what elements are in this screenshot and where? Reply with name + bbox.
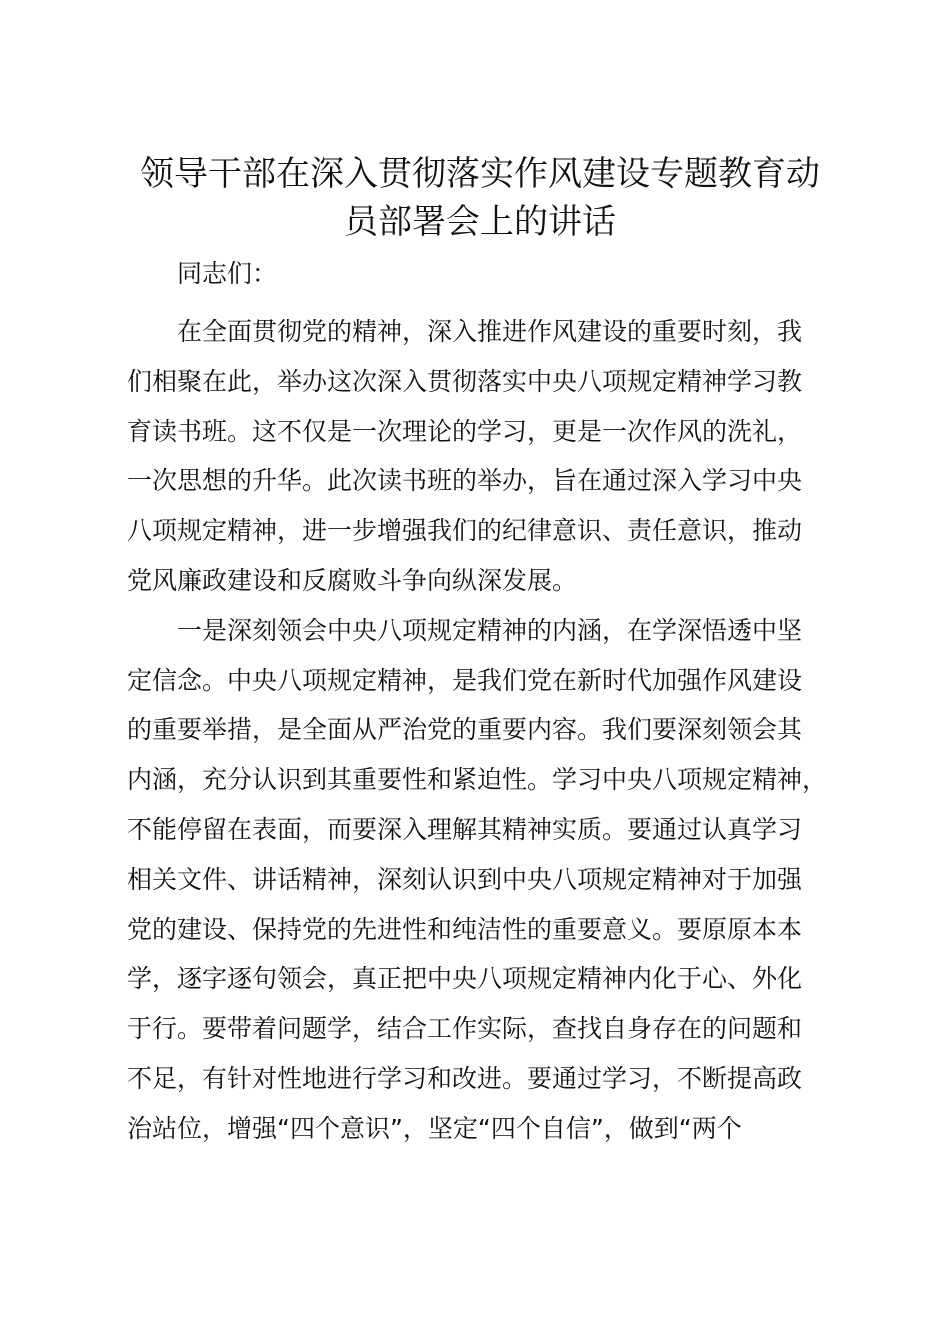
document-page bbox=[127, 150, 833, 1154]
paragraph-line: 不能停留在表面，而要深入理解其精神实质。要通过认真学习 bbox=[127, 814, 803, 844]
paragraph-line: 育读书班。这不仅是一次理论的学习，更是一次作风的洗礼， bbox=[127, 416, 803, 446]
paragraph-line: 内涵，充分认识到其重要性和紧迫性。学习中央八项规定精神， bbox=[127, 765, 828, 795]
paragraph-line: 治站位，增强“四个意识”，坚定“四个自信”，做到“两个 bbox=[127, 1113, 742, 1143]
paragraph-line: 党风廉政建设和反腐败斗争向纵深发展。 bbox=[127, 565, 578, 595]
paragraph-line: 不足，有针对性地进行学习和改进。要通过学习，不断提高政 bbox=[127, 1063, 803, 1093]
paragraph-line: 八项规定精神，进一步增强我们的纪律意识、责任意识，推动 bbox=[127, 516, 803, 546]
paragraph-line: 学，逐字逐句领会，真正把中央八项规定精神内化于心、外化 bbox=[127, 964, 803, 994]
paragraph-line: 们相聚在此，举办这次深入贯彻落实中央八项规定精神学习教 bbox=[127, 366, 803, 396]
paragraph-1 bbox=[127, 307, 833, 606]
paragraph-line: 一次思想的升华。此次读书班的举办，旨在通过深入学习中央 bbox=[127, 466, 803, 496]
salutation: 同志们： bbox=[177, 259, 278, 288]
paragraph-line: 于行。要带着问题学，结合工作实际，查找自身存在的问题和 bbox=[127, 1014, 803, 1044]
paragraph-line: 定信念。中央八项规定精神，是我们党在新时代加强作风建设 bbox=[127, 665, 803, 695]
title-line-2: 员部署会上的讲话 bbox=[344, 202, 616, 242]
paragraph-line: 一是深刻领会中央八项规定精神的内涵，在学深悟透中坚 bbox=[177, 615, 803, 645]
document-title bbox=[127, 150, 833, 246]
paragraph-line: 相关文件、讲话精神，深刻认识到中央八项规定精神对于加强 bbox=[127, 864, 803, 894]
paragraph-line: 的重要举措，是全面从严治党的重要内容。我们要深刻领会其 bbox=[127, 715, 803, 745]
paragraph-line: 党的建设、保持党的先进性和纯洁性的重要意义。要原原本本 bbox=[127, 914, 803, 944]
paragraph-line: 在全面贯彻党的精神，深入推进作风建设的重要时刻，我 bbox=[177, 317, 803, 346]
title-line-1: 领导干部在深入贯彻落实作风建设专题教育动 bbox=[140, 154, 820, 194]
paragraph-2 bbox=[127, 606, 833, 1154]
